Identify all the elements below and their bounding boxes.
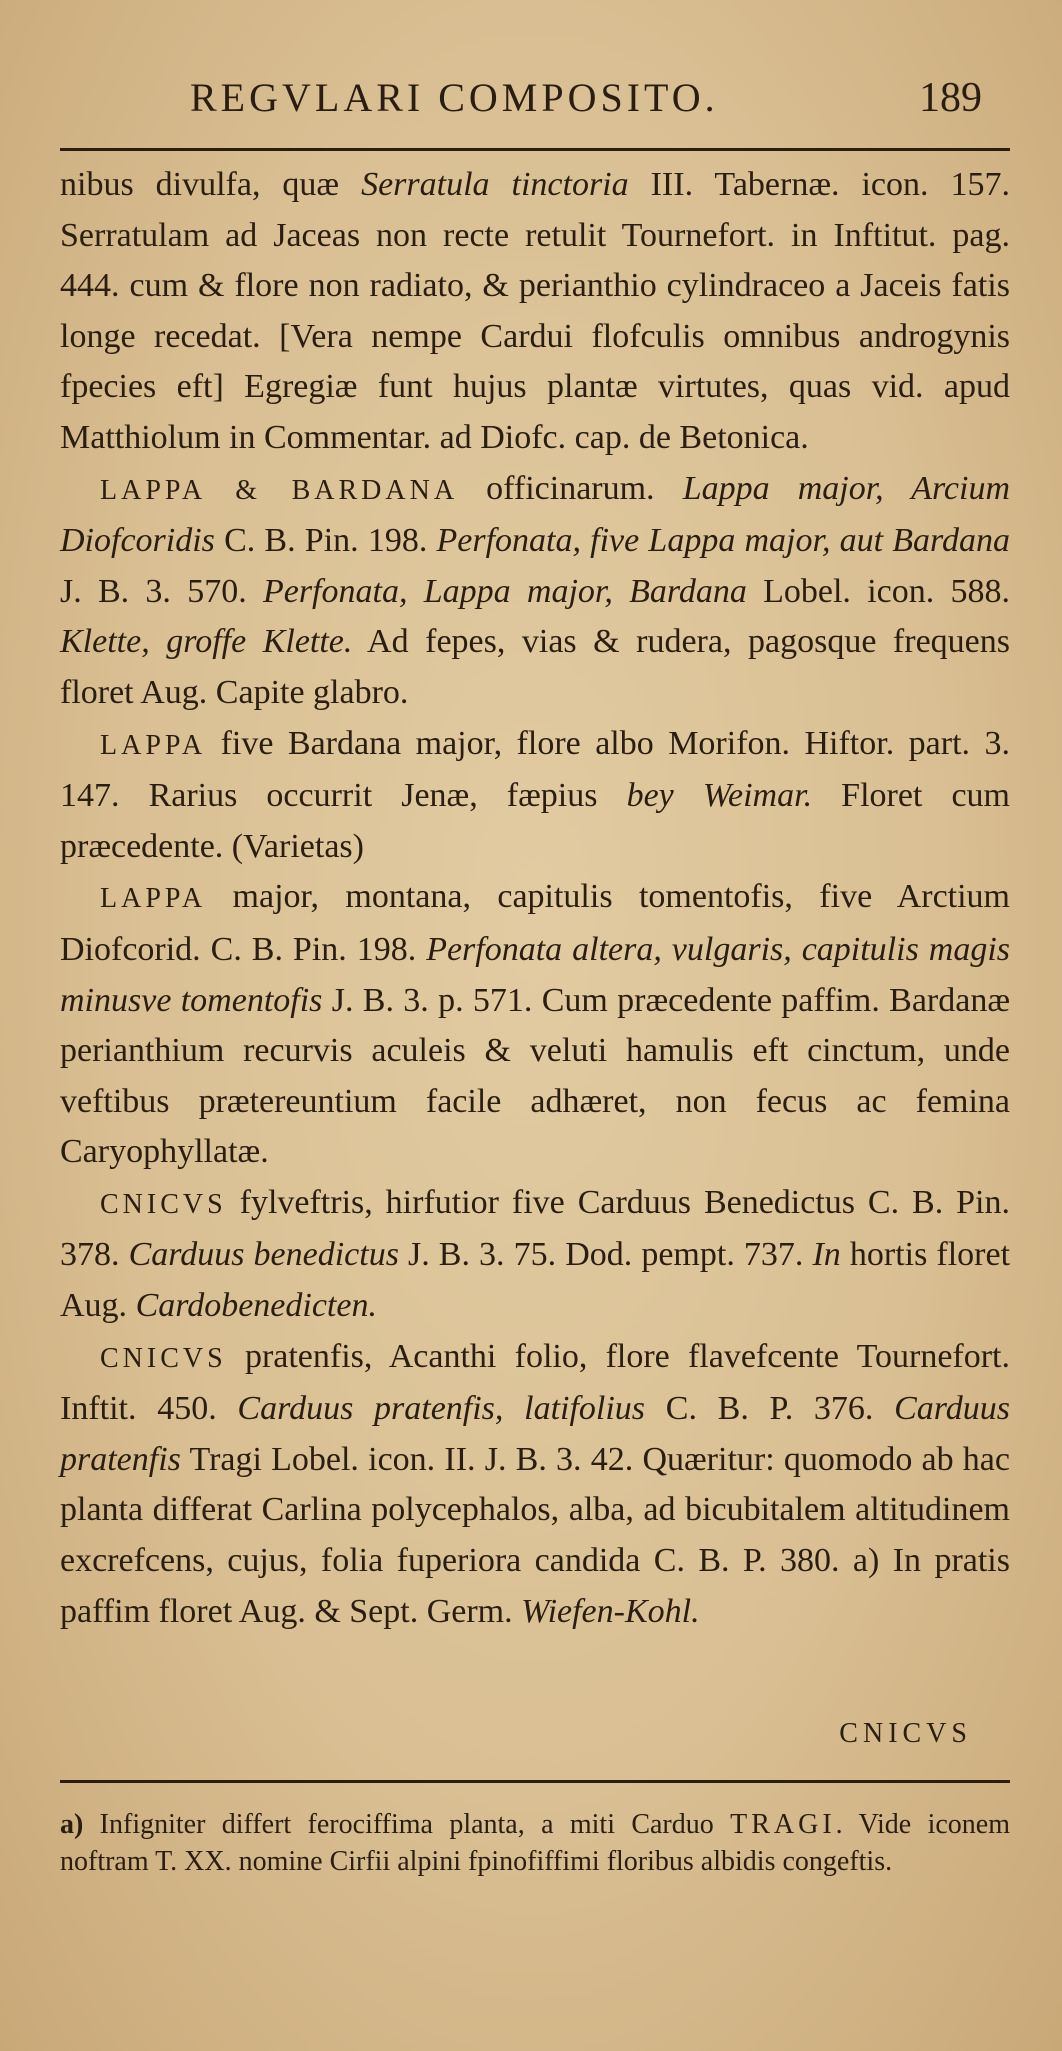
lemma-caps: LAPPA bbox=[100, 883, 207, 915]
text-segment: Tragi Lobel. icon. II. J. B. 3. 42. Quæritur: quomodo ab hac planta differat Carlina polycephalos, alba, ad bicubitalem altitudinem excrefcens, cujus, folia fuperiora candida C. B. P. 380. a) In pratis paffim floret Aug. & Sept. Germ. bbox=[60, 1440, 1010, 1630]
text-segment: C. B. P. 376. bbox=[645, 1390, 895, 1428]
text-segment: Floret cum præcedente. (Varietas) bbox=[60, 777, 1010, 865]
text-segment: hortis floret Aug. bbox=[60, 1236, 1011, 1325]
text-segment: five Bardana major, flore albo Morifon. Hiftor. part. 3. 147. Rarius occurrit Jenæ, fæpius bbox=[60, 724, 1010, 815]
text-segment: J. B. 3. 570. bbox=[60, 572, 263, 610]
page-header bbox=[60, 64, 1002, 134]
italic-segment: Carduus benedictus bbox=[128, 1236, 399, 1274]
italic-segment: Lappa major, Arcium Diofcoridis bbox=[60, 469, 1011, 560]
lemma-caps: CNICVS bbox=[100, 1188, 227, 1220]
text-segment: major, montana, capitulis tomentofis, five Arctium Diofcorid. C. B. Pin. 198. bbox=[60, 878, 1010, 968]
italic-segment: Wiefen-Kohl. bbox=[521, 1592, 700, 1630]
lemma-caps: CNICVS bbox=[100, 1342, 227, 1374]
italic-segment: Cardobenedicten. bbox=[135, 1287, 377, 1325]
lemma-caps: LAPPA bbox=[100, 729, 207, 761]
lemma-caps: LAPPA & BARDANA bbox=[100, 474, 459, 506]
catchword: CNICVS bbox=[839, 1718, 972, 1749]
italic-segment: Perfonata, Lappa major, Bardana bbox=[262, 572, 747, 610]
paragraph bbox=[60, 719, 1010, 873]
footnote-rule bbox=[60, 1780, 1010, 1783]
main-text bbox=[60, 160, 1010, 1637]
header-rule bbox=[60, 148, 1010, 151]
text-segment: fylveftris, hirfutior five Carduus Benedictus C. B. Pin. 378. bbox=[60, 1183, 1010, 1274]
page-number: 189 bbox=[919, 75, 982, 121]
text-segment: Infigniter differt ferociffima planta, a miti Carduo bbox=[83, 1809, 731, 1840]
italic-segment: Klette, groffe Klette. bbox=[60, 623, 353, 661]
paragraph bbox=[60, 1178, 1010, 1332]
italic-segment: Perfonata, five Lappa major, aut Bardana bbox=[436, 522, 1010, 560]
text-segment: Ad fepes, vias & rudera, pagosque frequens floret Aug. Capite glabro. bbox=[60, 623, 1010, 711]
text-segment: officinarum. bbox=[458, 469, 683, 507]
italic-segment: Carduus pratenfis bbox=[60, 1390, 1011, 1478]
italic-segment: Carduus pratenfis, latifolius bbox=[237, 1390, 646, 1428]
text-segment: pratenfis, Acanthi folio, flore flavefcente Tournefort. Inftit. 450. bbox=[60, 1337, 1010, 1428]
text-segment: C. B. Pin. 198. bbox=[214, 522, 437, 560]
paragraph bbox=[60, 872, 1010, 1178]
italic-segment: In bbox=[812, 1236, 841, 1274]
running-title: REGVLARI COMPOSITO. bbox=[190, 75, 719, 120]
italic-segment: Serratula tinctoria bbox=[361, 166, 629, 203]
text-segment: J. B. 3. 75. Dod. pempt. 737. bbox=[398, 1236, 813, 1274]
text-segment: nibus divulfa, quæ bbox=[60, 166, 362, 203]
text-segment: III. Tabernæ. icon. 157. Serratulam ad Jaceas non recte retulit Tournefort. in Inftitut. pag. 444. cum & flore non radiato, & perianthio cylindraceo a Jaceis fatis longe recedat. [Vera nempe Cardui flofculis omnibus androgynis fpecies eft] Egregiæ funt hujus plantæ virtutes, quas vid. apud Matthiolum in Commentar. ad Diofc. cap. de Betonica. bbox=[60, 166, 1010, 456]
footnote bbox=[60, 1806, 1010, 1880]
footnote-mark: a) bbox=[60, 1809, 84, 1840]
paragraph bbox=[60, 160, 1010, 464]
italic-segment: Perfonata altera, vulgaris, capitulis magis minusve tomentofis bbox=[60, 930, 1010, 1019]
paragraph bbox=[60, 1332, 1010, 1638]
paragraph bbox=[60, 464, 1010, 719]
lemma-caps: TRAGI bbox=[730, 1809, 836, 1840]
italic-segment: bey Weimar. bbox=[626, 777, 813, 815]
text-segment: J. B. 3. p. 571. Cum præcedente paffim. Bardanæ perianthium recurvis aculeis & veluti hamulis eft cinctum, unde veftibus prætereuntium facile adhæret, non fecus ac femina Caryophyllatæ. bbox=[60, 981, 1011, 1171]
text-segment: Lobel. icon. 588. bbox=[746, 572, 1010, 610]
text-segment: . Vide iconem noftram T. XX. nomine Cirfii alpini fpinofiffimi floribus albidis congeftis. bbox=[60, 1809, 1010, 1877]
